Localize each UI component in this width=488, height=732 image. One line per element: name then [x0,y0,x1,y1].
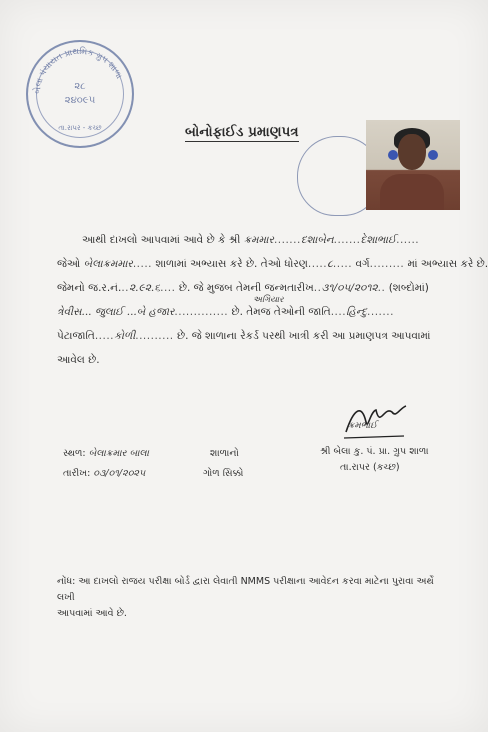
stamp-number: ૨૮ [74,81,86,92]
school-stamp-label: શાળાનો [210,448,239,459]
student-photo [366,120,460,210]
school-seal-line2: તા.રાપર (કચ્છ) [340,462,400,473]
student-surname: દેશાભાઈ [360,234,397,246]
stamp-bottom-text: તા.રાપર - કચ્છ [58,124,102,132]
stamp-center [50,80,110,108]
gr-number: ૨.૯૨.૬ [129,282,161,294]
note [57,574,447,622]
date-of-birth: ૩૧/૦૫/૨૦૧૨ [321,282,378,294]
date-value: ૦૩/૦૧/૨૦૨૫ [93,468,146,479]
date-row: તારીખ: ૦૩/૦૧/૨૦૨૫ [63,468,146,479]
note-line1: નોંધ: આ દાખલો રાજય પરીક્ષા બોર્ડ દ્વારા લેવાતી NMMS પરીક્ષાના આવેદન કરવા માટેના પુરાવા અર્થે લખી [57,576,434,603]
school-name: બેલાક્રમમાર [83,258,133,270]
line-name: આથી દાખલો આપવામાં આવે છે કે શ્રી ક્રમમાર.......દશાબેન.......દેશાભાઈ...... [82,234,420,246]
school-round-stamp [26,40,134,148]
line-closing: આવેલ છે. [57,354,100,366]
student-father: દશાબેન [300,234,334,246]
student-name: ક્રમમાર [243,234,274,246]
round-stamp-label: ગોળ સિક્કો [203,468,244,479]
stamp-dise: ૨૪૦૯૫ [64,95,96,106]
svg-text:બેલા પંચાયત પ્રાથમિક ગ્રુપ શાળ: બેલા પંચાયત પ્રાથમિક ગ્રુપ શાળા [32,46,124,95]
note-line2: આપવામાં આવે છે. [57,608,127,619]
line-subcaste: પેટાજાતિ.....કોળી.......... છે. જે શાળાના રેકર્ડ પરથી ખાત્રી કરી આ પ્રમાણપત્ર આપવામાં [57,330,431,342]
standard: ૮ [327,258,333,270]
line-caste: ત્રેવીસ... જુલાઈ ...બે હજાર.............. છે. તેમજ તેઓની જાતિ....હિન્દુ....... [57,306,394,318]
line-gr-dob: જેમનો જ.ર.નં...૨.૯૨.૬.... છે. જે મુજબ તેમની જન્મતારીખ..૩૧/૦૫/૨૦૧૨.. (શબ્દોમાં) [57,282,429,294]
caste: હિન્દુ [346,306,368,318]
place-row: સ્થળ: બેલાક્રમાર બાલા [63,448,149,459]
subcaste: કોળી [114,330,136,342]
document-title: બોનોફાઈડ પ્રમાણપત્ર [185,124,299,140]
school-seal-line1: શ્રી બેલા કુ. પં. પ્રા. ગ્રુપ શાળા [320,446,429,457]
dob-words: ત્રેવીસ... જુલાઈ ...બે હજાર [57,306,175,318]
dob-words-above: અગિયાર [253,295,284,305]
place-value: બેલાક્રમાર બાલા [88,448,149,459]
svg-text:ક્રમભાઈ: ક્રમભાઈ [348,421,378,431]
principal-signature [340,398,410,444]
line-school: જેઓ બેલાક્રમમાર..... શાળામાં અભ્યાસ કરે છે. તેઓ ધોરણ.....૮..... વર્ગ......... માં અભ્યાસ કરે છે. [57,258,488,270]
